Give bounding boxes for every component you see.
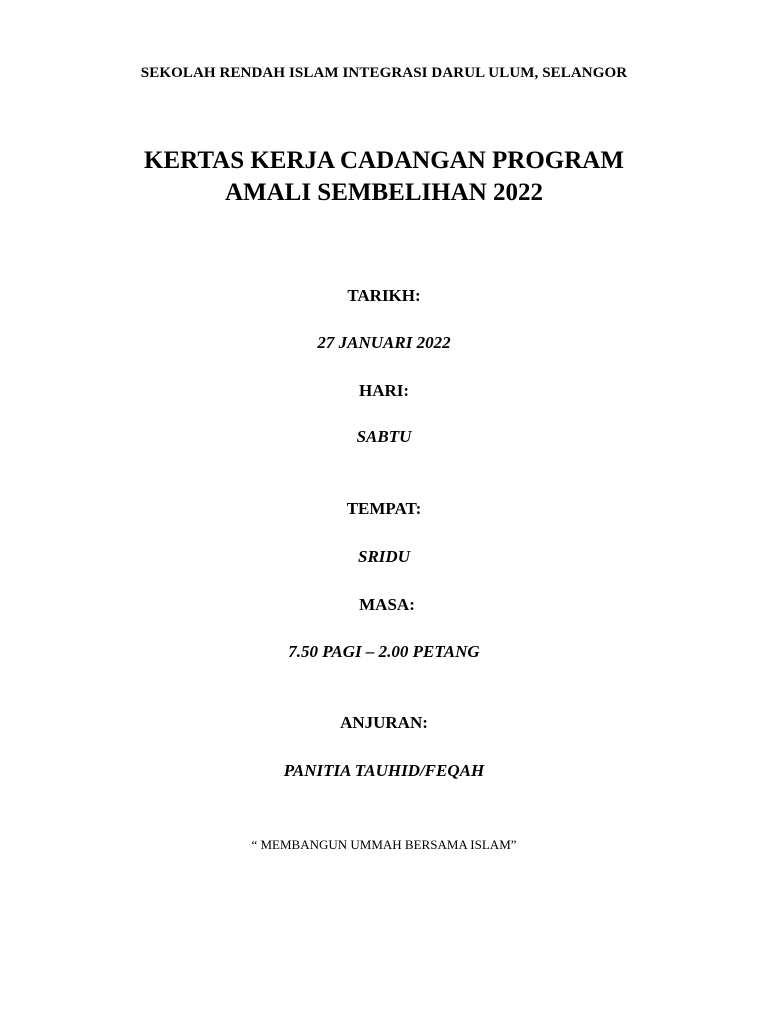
date-value: 27 JANUARI 2022: [317, 333, 451, 352]
school-name: SEKOLAH RENDAH ISLAM INTEGRASI DARUL ULUM, SELANGOR: [140, 65, 628, 81]
organizer-label: ANJURAN:: [340, 713, 428, 732]
motto: “ MEMBANGUN UMMAH BERSAMA ISLAM”: [251, 837, 517, 852]
document-title-line-2: AMALI SEMBELIHAN 2022: [224, 179, 544, 206]
day-value: SABTU: [356, 427, 412, 446]
document-title-line-1: KERTAS KERJA CADANGAN PROGRAM: [144, 147, 624, 174]
organizer-value: PANITIA TAUHID/FEQAH: [283, 761, 485, 780]
day-label: HARI:: [358, 381, 410, 400]
date-label: TARIKH:: [347, 286, 421, 305]
place-label: TEMPAT:: [346, 499, 422, 518]
time-value: 7.50 PAGI – 2.00 PETANG: [288, 642, 480, 661]
place-value: SRIDU: [358, 547, 410, 566]
time-label: MASA:: [359, 595, 415, 614]
